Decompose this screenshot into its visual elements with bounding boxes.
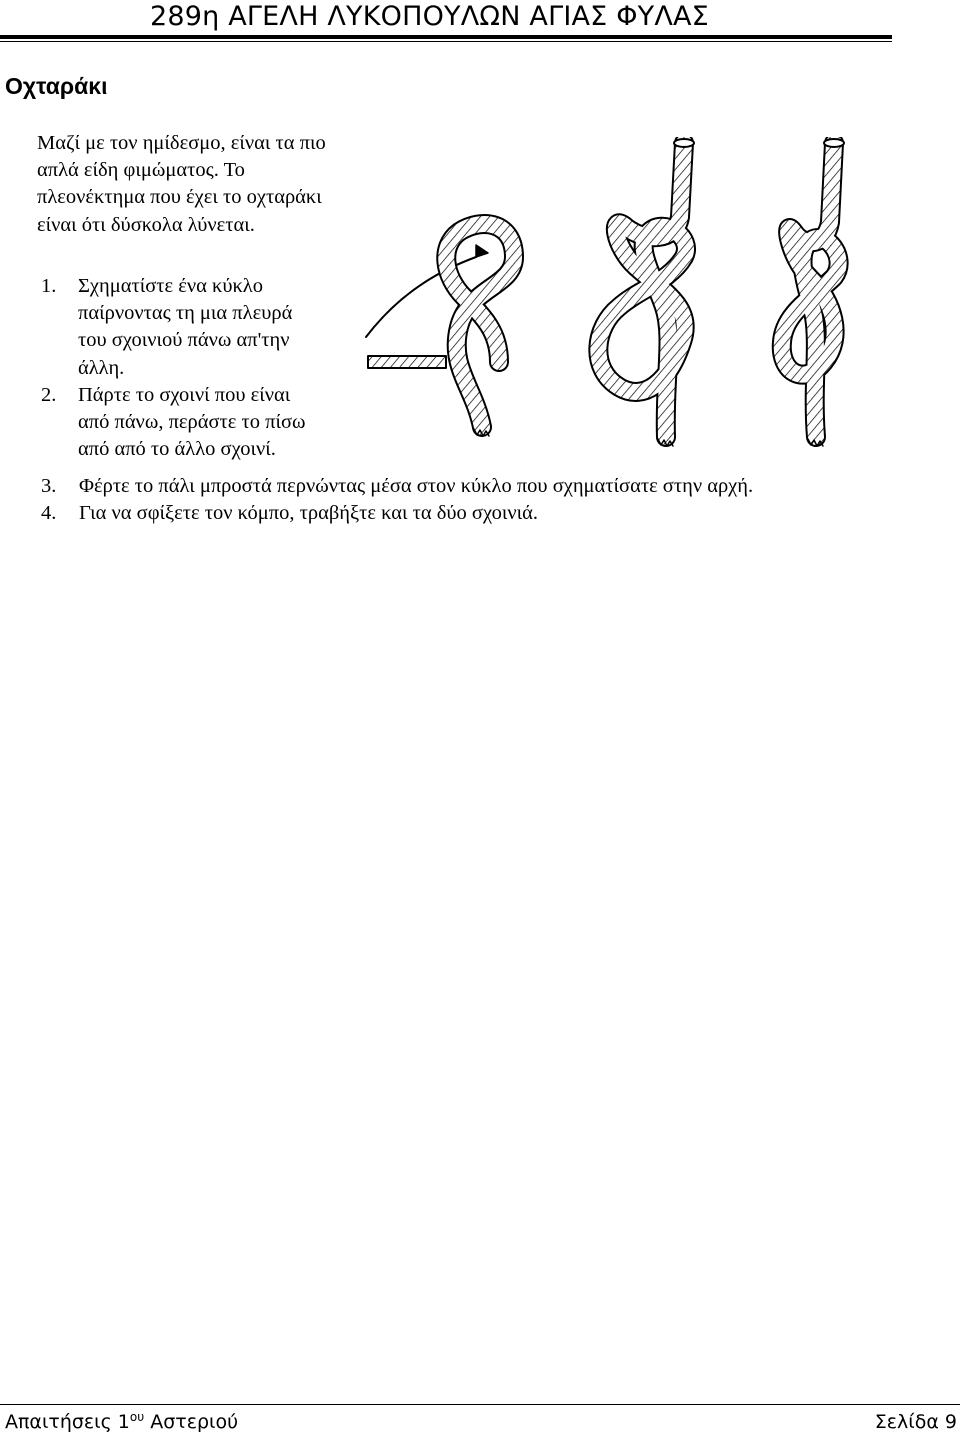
header-rule: [0, 35, 892, 42]
figure-eight-knot-illustration: [364, 137, 874, 447]
step-item: [41, 382, 371, 464]
knot-step-2-figure: [598, 139, 694, 446]
step-number: 2.: [41, 383, 57, 406]
steps-list-bottom: [41, 473, 921, 527]
step-text-line: από από το άλλο σχοινί.: [78, 438, 276, 461]
intro-line: είναι ότι δύσκολα λύνεται.: [37, 213, 255, 236]
step-item: [41, 473, 921, 500]
step-number: 3.: [41, 475, 57, 497]
footer-rule: [0, 1404, 960, 1405]
intro-line: απλά είδη φιμώματος. Το: [37, 159, 245, 182]
step-text-line: Πάρτε το σχοινί που είναι: [78, 383, 291, 406]
intro-line: Μαζί με τον ημίδεσμο, είναι τα πιο: [37, 132, 326, 154]
step-text-line: παίρνοντας τη μια πλευρά: [78, 302, 293, 325]
intro-line: πλεονέκτημα που έχει το οχταράκι: [37, 186, 322, 209]
step-text-line: άλλη.: [78, 356, 125, 379]
step-text-line: Για να σφίξετε τον κόμπο, τραβήξτε και τα δύο σχοινιά.: [79, 502, 539, 525]
knot-step-3-figure: [782, 139, 844, 446]
footer-left-text: Απαιτήσεις $1^{o\upsilon}$ Αστεριού: [5, 1410, 239, 1433]
step-text-line: από πάνω, περάστε το πίσω: [78, 411, 306, 434]
intro-paragraph: [37, 130, 367, 239]
page-number: Σελίδα 9: [874, 1411, 957, 1433]
step-item: [41, 273, 371, 382]
step-text-line: του σχοινιού πάνω απ'την: [78, 329, 290, 352]
header-title: 289η ΑΓΕΛΗ ΛΥΚΟΠΟΥΛΩΝ ΑΓΙΑΣ ΦΥΛΑΣ: [150, 1, 709, 32]
section-heading: Οχταράκι: [5, 73, 108, 99]
step-number: 1.: [41, 275, 57, 297]
steps-list-top: [41, 273, 371, 463]
step-item: [41, 500, 921, 527]
knot-step-1-figure: [366, 224, 514, 436]
footer-superscript: ου: [129, 1410, 145, 1424]
step-text-line: Σχηματίστε ένα κύκλο: [78, 275, 264, 297]
step-text-line: Φέρτε το πάλι μπροστά περνώντας μέσα στον κύκλο που σχηματίσατε στην αρχή.: [79, 475, 754, 497]
step-number: 4.: [41, 502, 57, 525]
